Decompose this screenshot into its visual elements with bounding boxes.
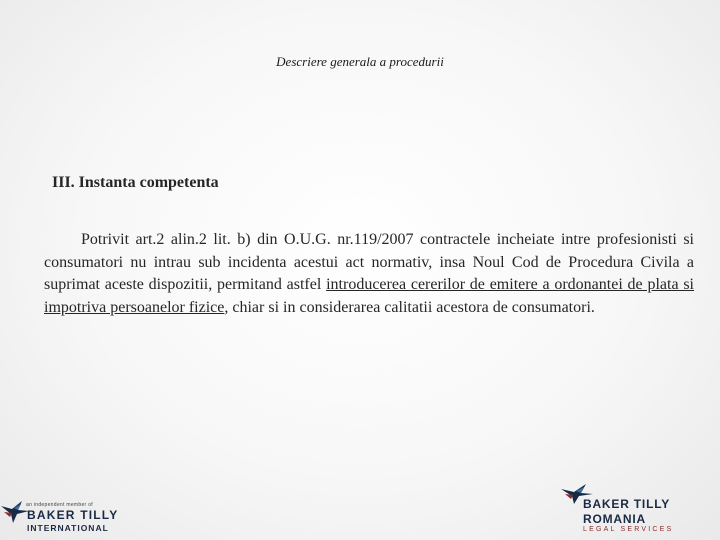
paragraph-text-1: Potrivit art.2 alin.2 lit. b) din O.U.G. nr.119/2007 contractele incheiate intre profesionisti si consumatori nu intrau sub incidenta acestui act normativ, insa Noul Cod de Procedura Civila a suprimat aceste dispozitii, permitand astfel [44,231,694,293]
paragraph-underlined-text: introducerea cererilor de emitere a ordonantei de plata si impotriva persoanelor fizice [44,276,695,316]
body-paragraph [44,229,694,319]
logo-left-name: BAKER TILLY [27,508,119,522]
slide-subtitle: Descriere generala a procedurii [276,54,444,69]
logo-right-name: BAKER TILLY [583,497,671,511]
logo-right-country: ROMANIA [583,512,646,526]
paragraph-text-2: , chiar si in considerarea calitatii acestora de consumatori. [224,298,595,316]
baker-tilly-romania-logo [560,483,685,537]
baker-tilly-international-logo [0,494,122,536]
logo-left-small-text: an independent member of [26,502,93,508]
logo-right-tagline: LEGAL SERVICES [583,526,674,533]
logo-left-sub: INTERNATIONAL [27,523,109,533]
section-heading: III. Instanta competenta [52,174,219,191]
